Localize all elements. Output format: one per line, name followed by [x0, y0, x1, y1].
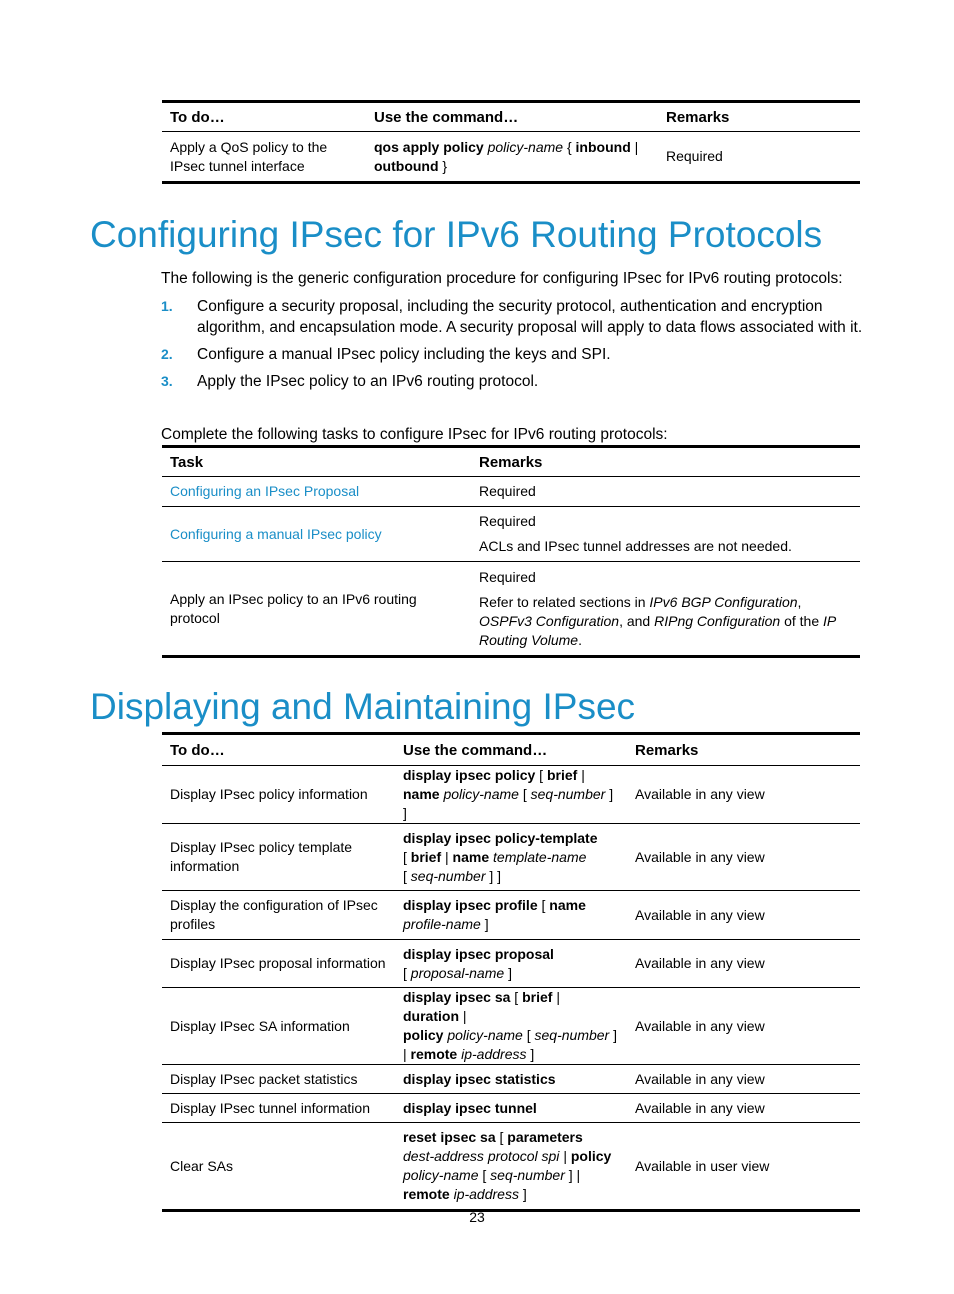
table-row [162, 477, 860, 507]
table-row: Display IPsec tunnel information display ipsec tunnel Available in any view [162, 1094, 860, 1123]
table-row: Display IPsec SA information display ipsec sa [ brief | duration | policy policy-name [ seq-number ] | remote ip-address ] Available in any view [162, 988, 860, 1065]
link-ipsec-proposal[interactable]: Configuring an IPsec Proposal [170, 483, 360, 499]
list-item: 2. Configure a manual IPsec policy including the keys and SPI. [161, 346, 611, 363]
remarks-cell: Required Refer to related sections in IPv6 BGP Configuration, OSPFv3 Configuration, and RIPng Configuration of the IP Routing Volume. [479, 568, 836, 648]
table-row [162, 507, 860, 562]
table-header: Remarks [479, 453, 543, 471]
remarks-cell: Required ACLs and IPsec tunnel addresses are not needed. [479, 513, 792, 554]
task-table [162, 445, 860, 658]
todo-cell: Apply a QoS policy to the IPsec tunnel interface [170, 138, 328, 174]
table-row: Display IPsec policy information display ipsec policy [ brief | name policy-name [ seq-number ] ] Available in any view [162, 766, 860, 824]
table-header: Remarks [666, 108, 730, 126]
tasks-lead-paragraph: Complete the following tasks to configure IPsec for IPv6 routing protocols: [161, 426, 668, 443]
list-item: 3. Apply the IPsec policy to an IPv6 routing protocol. [161, 373, 539, 390]
table-row: Clear SAs reset ipsec sa [ parameters dest-address protocol spi | policy policy-name [ seq-number ] | remote ip-address ] Available in user view [162, 1123, 860, 1211]
table-row: Display the configuration of IPsec profiles display ipsec profile [ name profile-name ] Available in any view [162, 891, 860, 940]
qos-command-table [162, 100, 860, 184]
command-cell: qos apply policy policy-name { inbound | outbound } [374, 138, 639, 174]
table-header: Use the command… [403, 741, 548, 759]
list-item: 1. Configure a security proposal, including the security protocol, authentication and encryption algorithm, and encapsulation mode. A security proposal will apply to data flows associated with it. [161, 298, 863, 336]
table-row [162, 562, 860, 657]
remarks-cell: Required [666, 148, 723, 164]
table-row: Display IPsec proposal information display ipsec proposal [ proposal-name ] Available in any view [162, 940, 860, 988]
table-header: Task [170, 453, 204, 471]
task-cell: Apply an IPsec policy to an IPv6 routing protocol [170, 590, 417, 626]
table-header: Use the command… [374, 108, 519, 126]
intro-paragraph: The following is the generic configuration procedure for configuring IPsec for IPv6 routing protocols: [161, 270, 843, 287]
section-title-ipv6-routing: Configuring IPsec for IPv6 Routing Protocols [90, 214, 823, 255]
table-header: Remarks [635, 741, 699, 759]
display-command-table [162, 732, 860, 1212]
table-header: To do… [170, 108, 225, 126]
section-title-display-maintain: Displaying and Maintaining IPsec [90, 686, 636, 727]
link-manual-ipsec-policy[interactable]: Configuring a manual IPsec policy [170, 525, 382, 542]
table-row: Display IPsec policy template information display ipsec policy-template [ brief | name template-name [ seq-number ] ] Available in any view [162, 824, 860, 891]
remarks-cell: Required [479, 483, 536, 499]
table-header: To do… [170, 741, 225, 759]
procedure-steps [161, 296, 865, 392]
table-row: Display IPsec packet statistics display ipsec statistics Available in any view [162, 1065, 860, 1094]
table-row [162, 132, 860, 183]
page-number: 23 [469, 1209, 485, 1225]
